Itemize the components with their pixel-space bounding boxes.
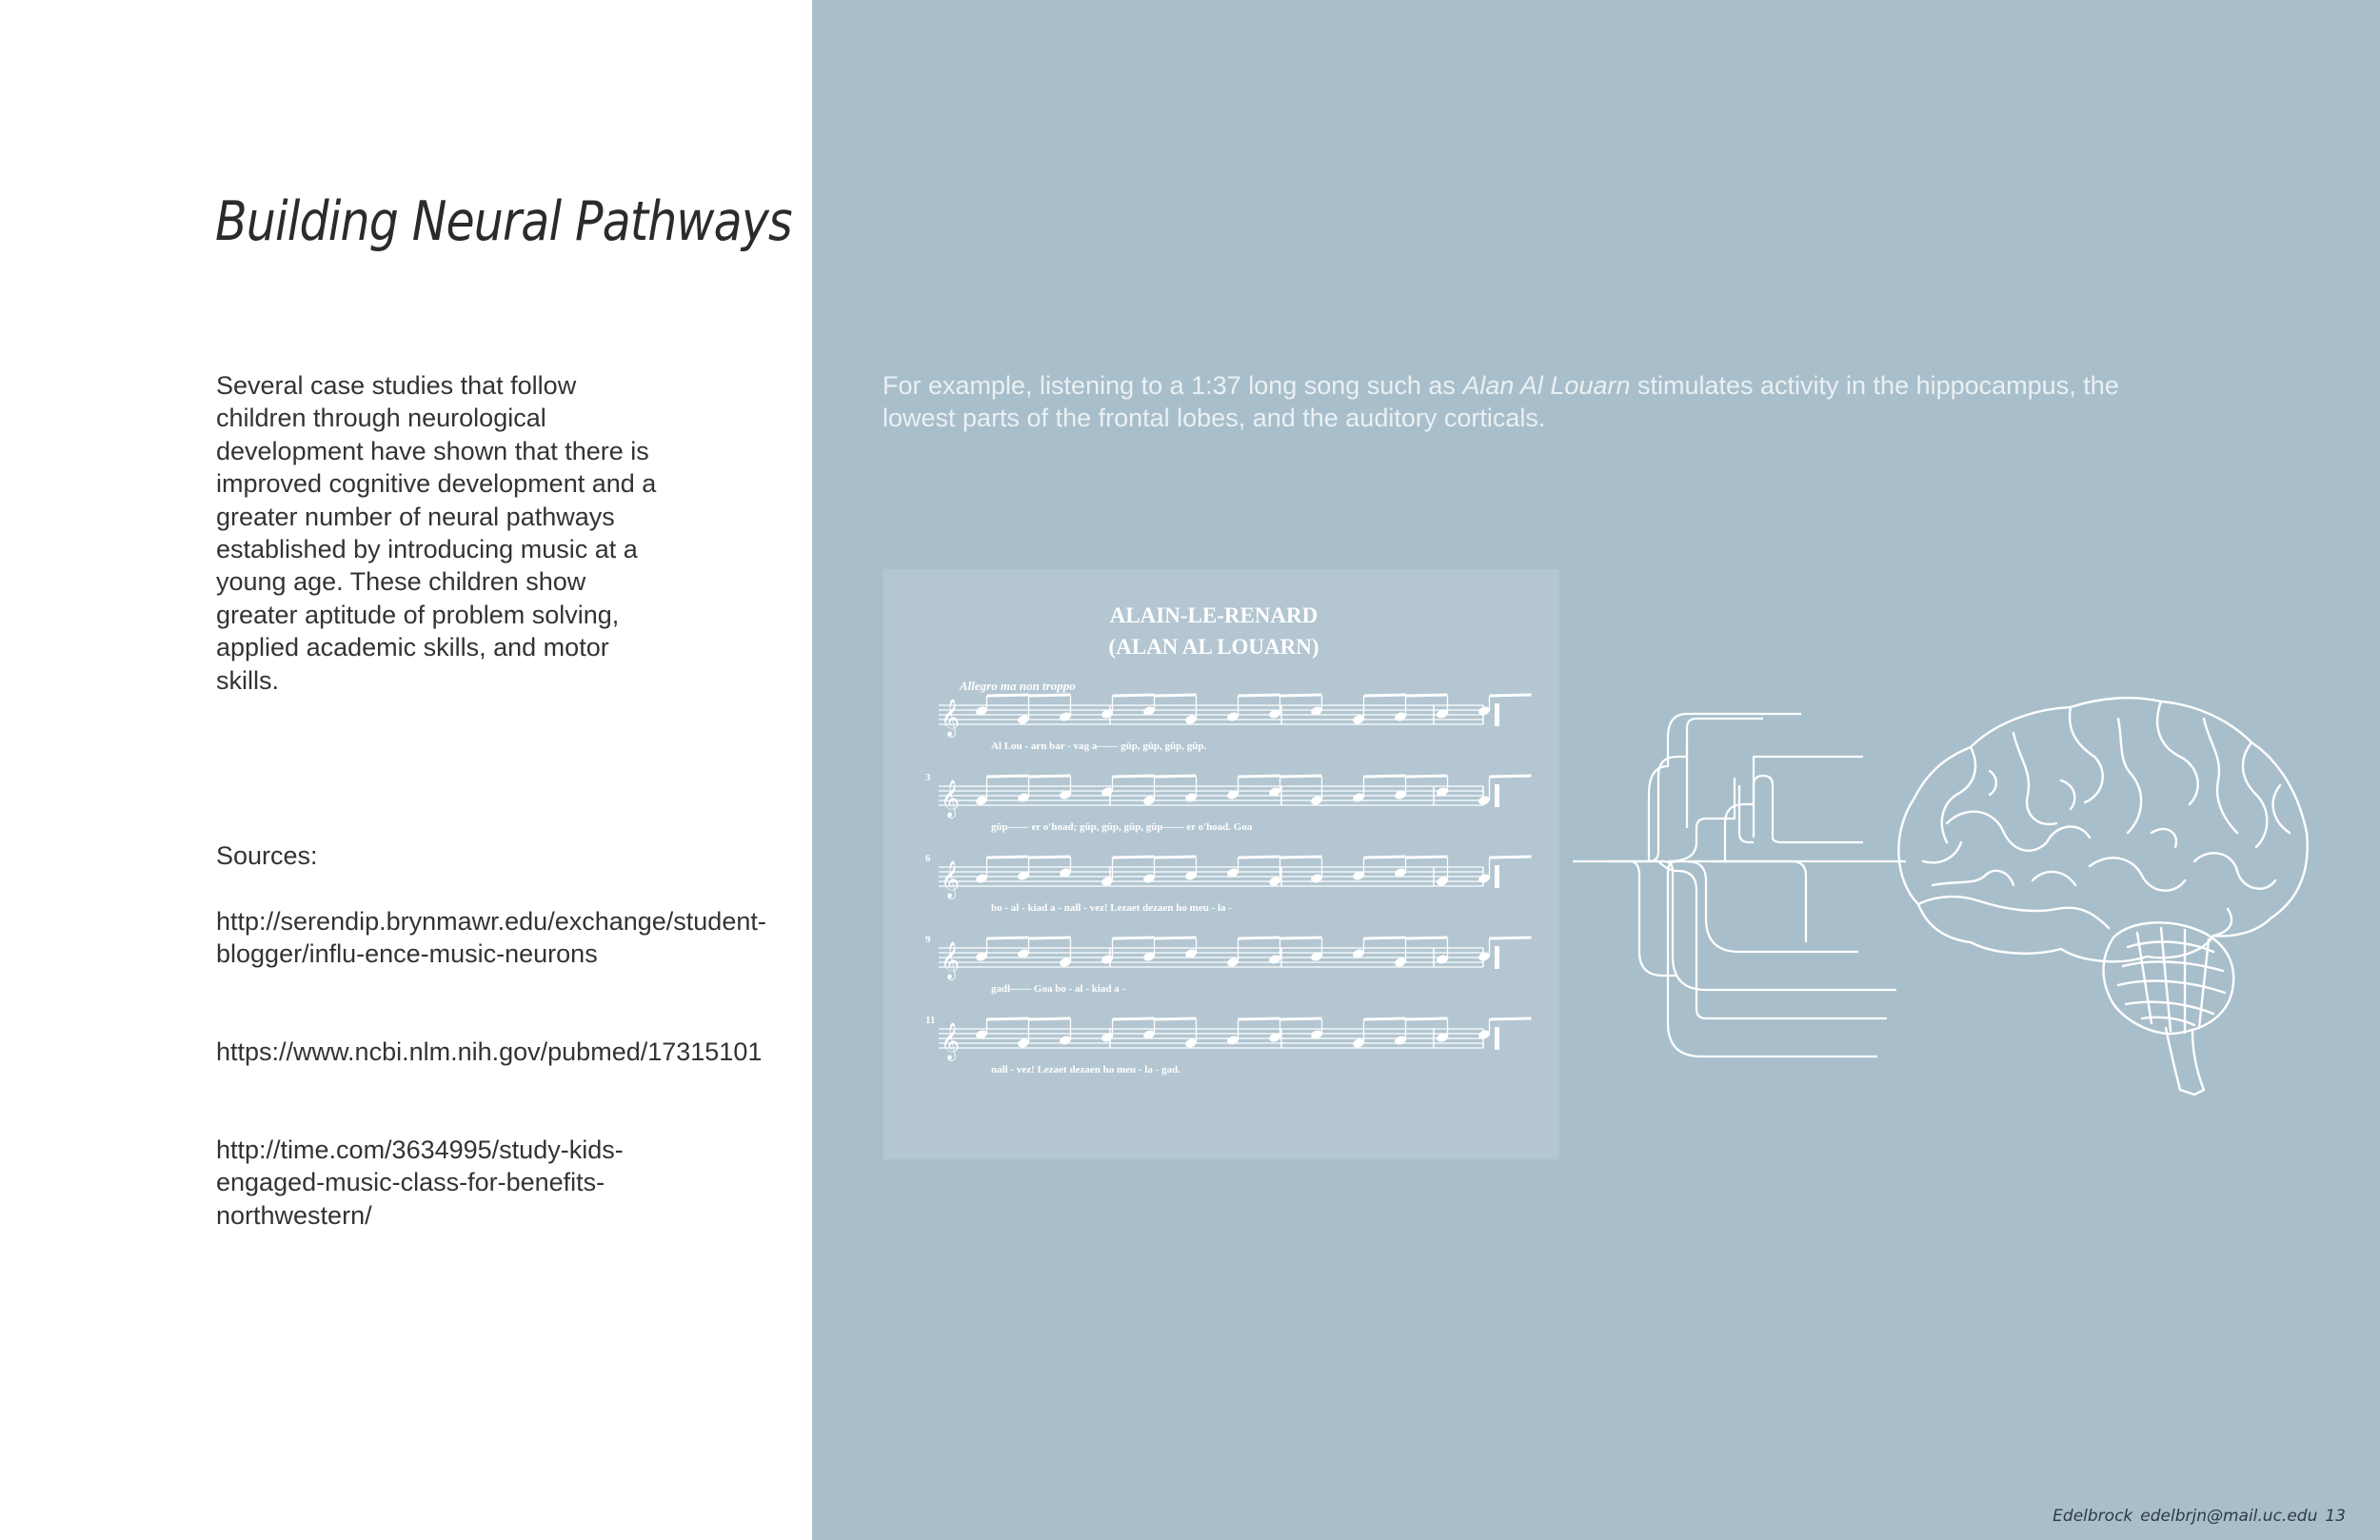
- treble-clef-icon: 𝄞: [941, 699, 961, 737]
- staff: [925, 934, 1532, 995]
- lyric-line: Al Lou - arn bar - vag a—— gŭp, gŭp, gŭp, gŭp.: [991, 740, 1207, 752]
- source-link-time[interactable]: http://time.com/3634995/study-kids-engaged-music-class-for-benefits-northwestern/: [216, 1135, 624, 1230]
- intro-paragraph: Several case studies that follow children through neurological development have shown that there is improved cognitive development and a greater number of neural pathways established by introducing music at a young age. These children show greater aptitude of problem solving, applied academic skills, and motor skills.: [216, 371, 657, 695]
- staff: [939, 695, 1532, 752]
- page-footer: [2045, 1507, 2346, 1526]
- footer-author: Edelbrock: [2053, 1507, 2133, 1526]
- sources-label: Sources:: [216, 841, 318, 870]
- score-tempo: Allegro ma non troppo: [960, 679, 1076, 693]
- lyric-line: gŭp—— er o'hoad; gŭp, gŭp, gŭp, gŭp—— er o'hoad. Goa: [991, 821, 1253, 833]
- measure-number: 3: [925, 772, 931, 783]
- staff: [925, 853, 1532, 914]
- lyric-line: nall - vez! Lezaet dezaen ho meu - la - gad.: [991, 1064, 1180, 1076]
- staff: [925, 1015, 1532, 1076]
- page-title: Building Neural Pathways: [215, 190, 792, 253]
- score-title-line2: (ALAN AL LOUARN): [1108, 635, 1319, 659]
- treble-clef-icon: 𝄞: [941, 860, 961, 898]
- measure-number: 11: [925, 1015, 936, 1026]
- sheet-music-image: [883, 569, 1559, 1159]
- example-paragraph: [883, 369, 2149, 435]
- lyric-line: gadl—— Goa bo - al - kiad a -: [991, 983, 1126, 995]
- treble-clef-icon: 𝄞: [941, 780, 961, 818]
- treble-clef-icon: 𝄞: [941, 941, 961, 979]
- brain-illustration: [1890, 690, 2318, 1099]
- sheet-music-svg: [883, 569, 1559, 1159]
- neural-pathways-diagram: [1573, 690, 1915, 1071]
- score-title-line1: ALAIN-LE-RENARD: [1109, 603, 1319, 627]
- example-text-after: stimulates activity in the hippocampus, the lowest parts of the frontal lobes, and the auditory corticals.: [883, 371, 2119, 433]
- song-title: Alan Al Louarn: [1462, 371, 1631, 400]
- staff: [925, 772, 1532, 833]
- measure-number: 6: [925, 853, 931, 864]
- lyric-line: bo - al - kiad a - nall - vez! Lezaet dezaen ho meu - la -: [991, 902, 1232, 914]
- staves: [925, 695, 1532, 1076]
- footer-page-number: 13: [2325, 1507, 2346, 1526]
- source-link-serendip[interactable]: http://serendip.brynmawr.edu/exchange/student-blogger/influ-ence-music-neurons: [216, 907, 766, 969]
- source-link-ncbi[interactable]: https://www.ncbi.nlm.nih.gov/pubmed/17315101: [216, 1037, 763, 1066]
- footer-email: edelbrjn@mail.uc.edu: [2140, 1507, 2318, 1526]
- example-text-before: For example, listening to a 1:37 long song such as: [883, 371, 1463, 400]
- treble-clef-icon: 𝄞: [941, 1022, 961, 1060]
- measure-number: 9: [925, 934, 931, 945]
